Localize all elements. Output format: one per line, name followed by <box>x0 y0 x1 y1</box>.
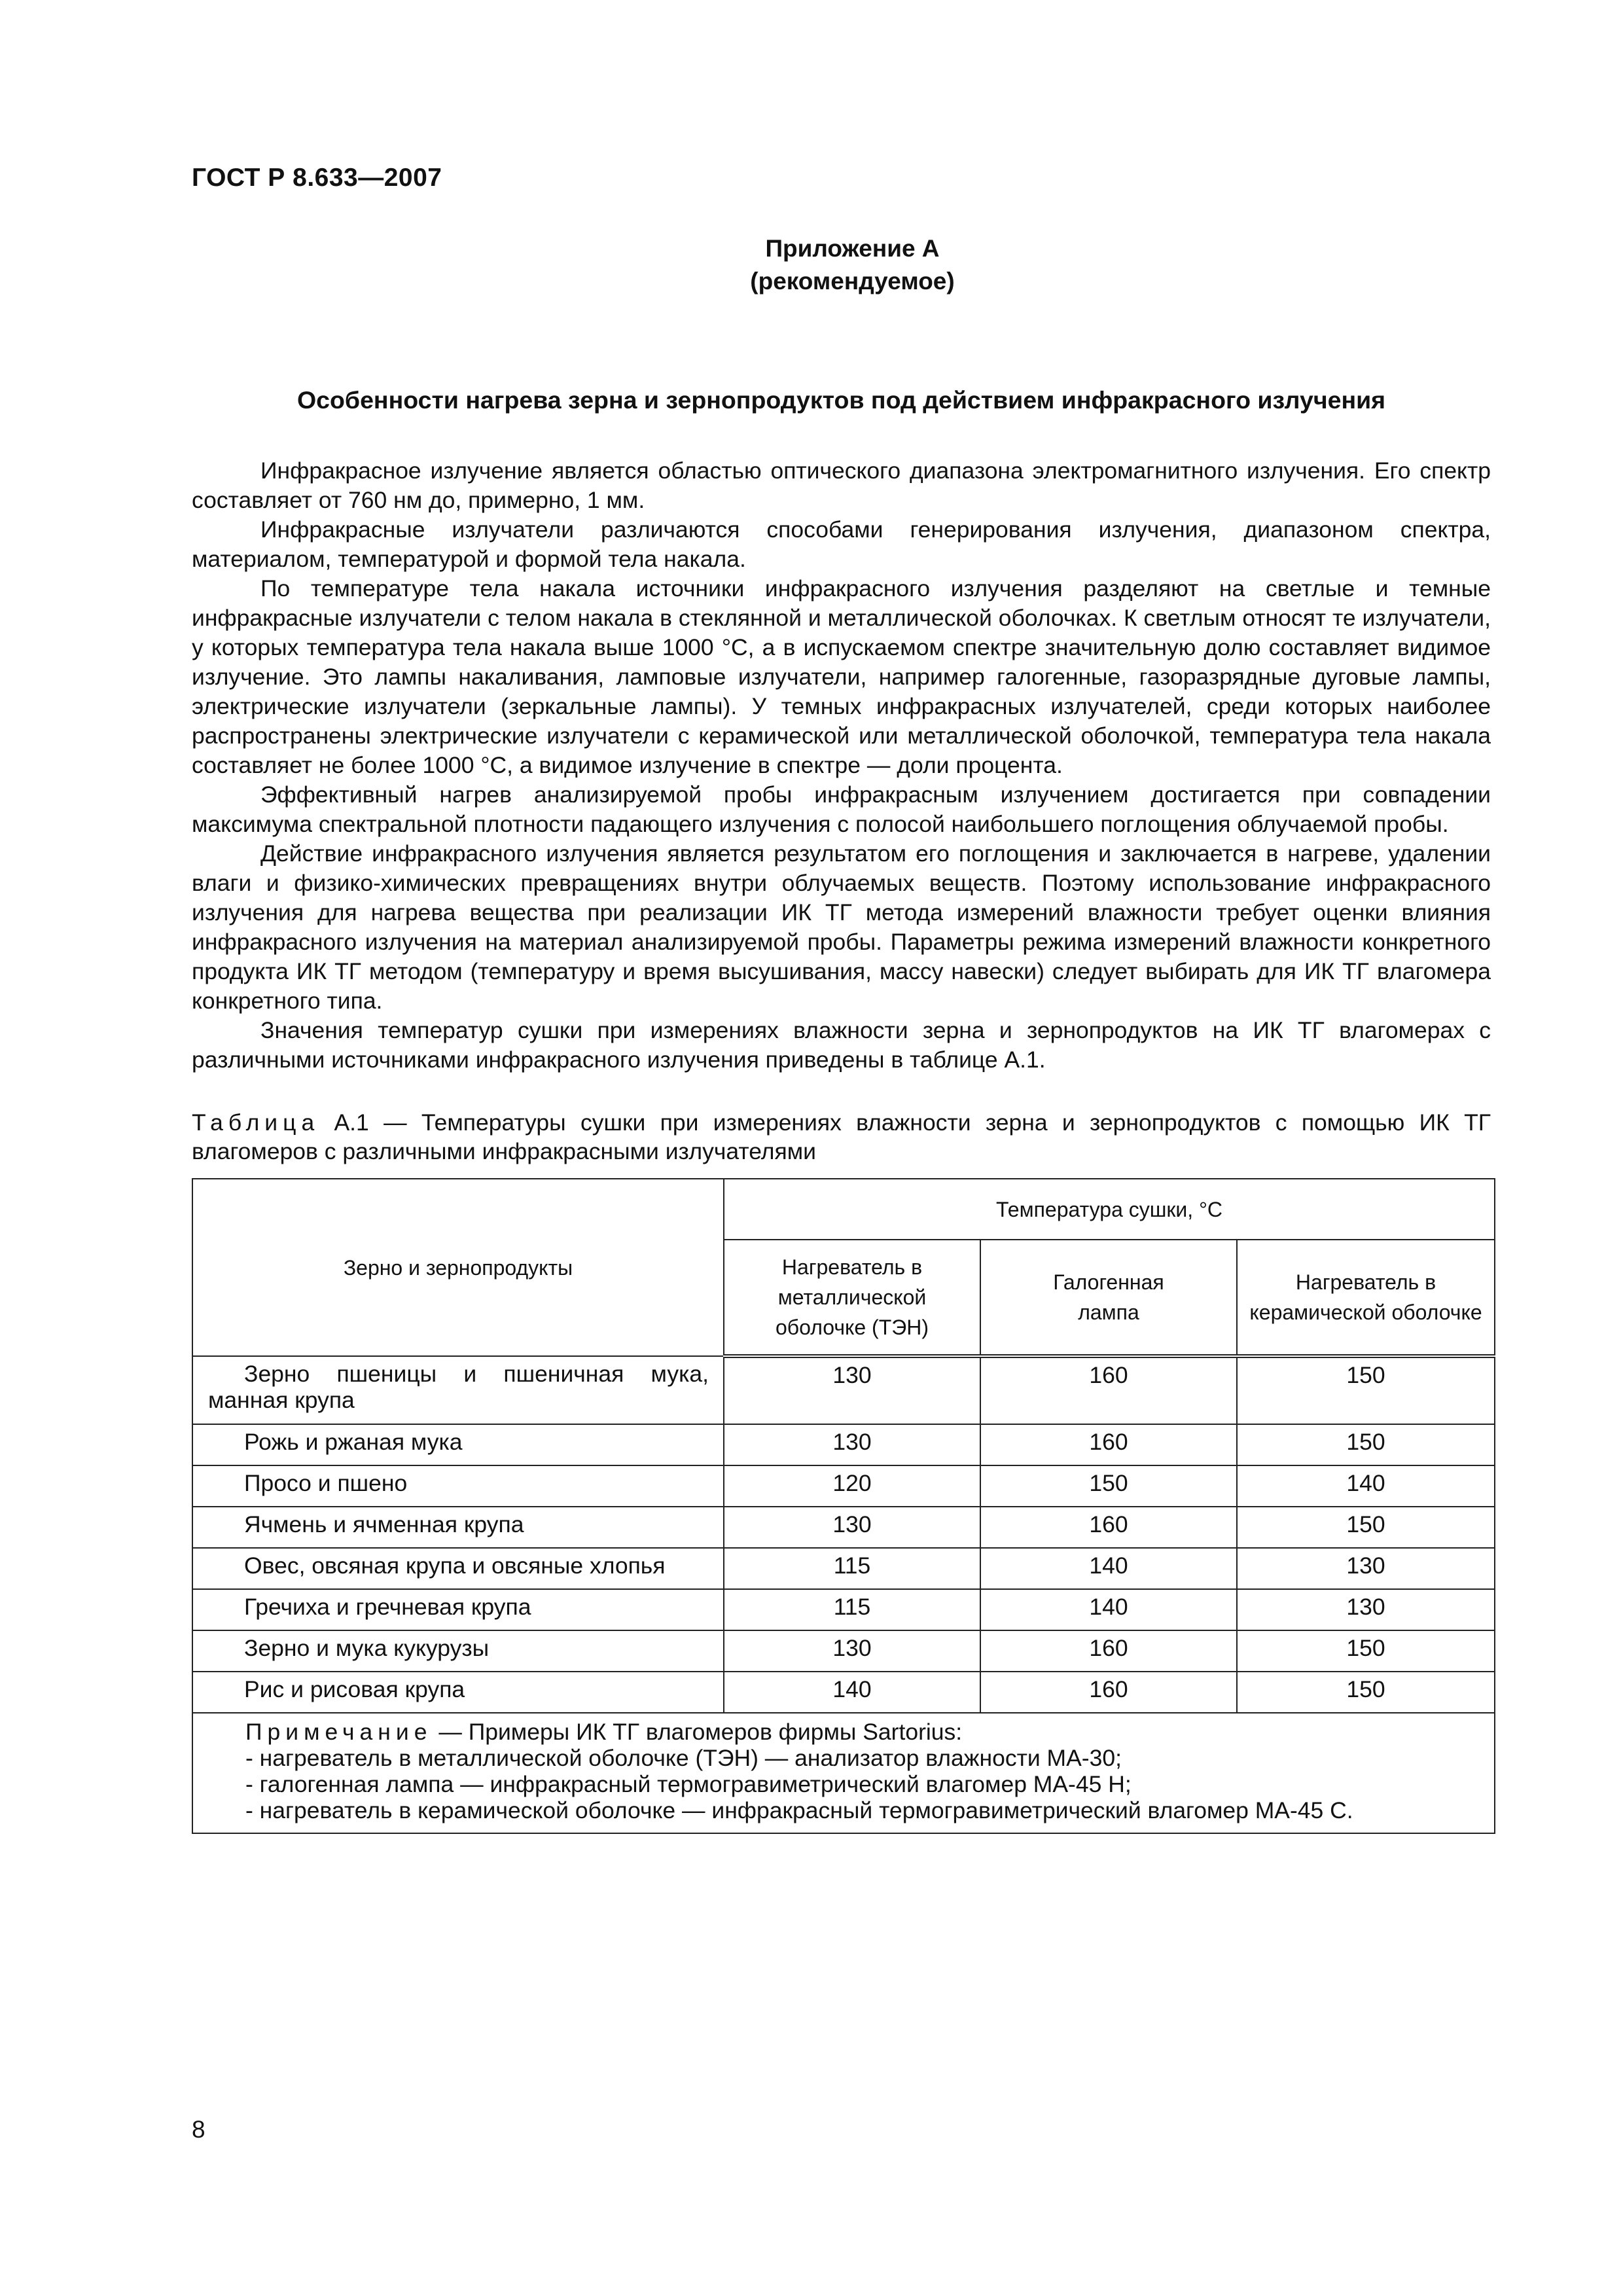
value-metal-heater: 130 <box>724 1507 980 1548</box>
table-row <box>192 1672 1495 1713</box>
table-row <box>192 1507 1495 1548</box>
value-halogen-lamp: 160 <box>980 1424 1237 1465</box>
page-number: 8 <box>192 2116 205 2143</box>
body-text <box>192 456 1491 1075</box>
table-row <box>192 1589 1495 1630</box>
note-item: - нагреватель в металлической оболочке (ТЭН) — анализатор влажности МА-30; <box>245 1745 1122 1771</box>
paragraph: Значения температур сушки при измерениях влажности зерна и зернопродуктов на ИК ТГ влагомерах с различными источниками инфракрасного излучения приведены в таблице А.1. <box>192 1017 1491 1073</box>
paragraph: Эффективный нагрев анализируемой пробы инфракрасным излучением достигается при совпадении максимума спектральной плотности падающего излучения с полосой наибольшего поглощения облучаемой пробы. <box>192 781 1491 837</box>
table-caption-text: — Температуры сушки при измерениях влажности зерна и зернопродуктов с помощью ИК ТГ влагомеров с различными инфракрасными излучателями <box>192 1109 1491 1164</box>
value-halogen-lamp: 160 <box>980 1356 1237 1424</box>
row-name-line: Зерно и мука кукурузы <box>244 1635 490 1661</box>
note-intro: — Примеры ИК ТГ влагомеров фирмы Sartorius: <box>438 1719 963 1745</box>
value-metal-heater: 130 <box>724 1630 980 1672</box>
document-header: ГОСТ Р 8.633—2007 <box>192 164 442 192</box>
table-caption-number: А.1 <box>334 1109 369 1136</box>
row-name <box>192 1507 724 1548</box>
value-ceramic-heater: 150 <box>1237 1424 1495 1465</box>
table-row <box>192 1548 1495 1589</box>
appendix-title: Приложение А <box>765 235 940 262</box>
table-row <box>192 1356 1495 1424</box>
table-row <box>192 1465 1495 1507</box>
value-metal-heater: 140 <box>724 1672 980 1713</box>
table-row <box>192 1630 1495 1672</box>
note-item: - галогенная лампа — инфракрасный термогравиметрический влагомер МА-45 Н; <box>245 1771 1132 1797</box>
paragraph: Инфракрасное излучение является областью оптического диапазона электромагнитного излучения. Его спектр составляет от 760 нм до, примерно, 1 мм. <box>192 457 1491 513</box>
value-halogen-lamp: 140 <box>980 1589 1237 1630</box>
appendix-subtitle: (рекомендуемое) <box>750 268 955 295</box>
value-ceramic-heater: 130 <box>1237 1548 1495 1589</box>
row-name-line: Просо и пшено <box>244 1470 408 1496</box>
paragraph: Действие инфракрасного излучения является результатом его поглощения и заключается в нагреве, удалении влаги и физико-химических превращениях внутри облучаемых веществ. Поэтому использование инфракрасного излучения для нагрева вещества при реализации ИК ТГ метода измерений влажности требует оценки влияния инфракрасного излучения на материал анализируемой пробы. Параметры режима измерений влажности конкретного продукта ИК ТГ методом (температуру и время высушивания, массу навески) следует выбирать для ИК ТГ влагомера конкретного типа. <box>192 840 1491 1014</box>
row-name-continuation: манная крупа <box>208 1387 355 1413</box>
section-title: Особенности нагрева зерна и зернопродуктов под действием инфракрасного излучения <box>296 386 1386 414</box>
row-name <box>192 1548 724 1589</box>
table-caption <box>192 1108 1491 1166</box>
value-metal-heater: 130 <box>724 1356 980 1424</box>
value-metal-heater: 120 <box>724 1465 980 1507</box>
paragraph: Инфракрасные излучатели различаются способами генерирования излучения, диапазоном спектра, материалом, температурой и формой тела накала. <box>192 516 1491 572</box>
row-name <box>192 1589 724 1630</box>
row-name-line: Гречиха и гречневая крупа <box>244 1594 531 1620</box>
drying-temperature-table <box>192 1178 1495 1834</box>
value-metal-heater: 115 <box>724 1548 980 1589</box>
header-product: Зерно и зернопродукты <box>192 1179 724 1356</box>
row-name-line: Ячмень и ячменная крупа <box>244 1511 524 1537</box>
table-note <box>192 1713 1495 1833</box>
header-col-halogen-lamp: Галогенная лампа <box>980 1240 1237 1356</box>
value-halogen-lamp: 140 <box>980 1548 1237 1589</box>
appendix-heading <box>0 232 1623 298</box>
row-name-line: Зерно пшеницы и пшеничная мука, <box>244 1361 709 1387</box>
row-name <box>192 1630 724 1672</box>
header-temperature-group: Температура сушки, °С <box>724 1179 1495 1240</box>
value-ceramic-heater: 150 <box>1237 1672 1495 1713</box>
row-name-line: Овес, овсяная крупа и овсяные хлопья <box>244 1552 666 1579</box>
note-label: Примечание <box>245 1719 433 1745</box>
value-ceramic-heater: 150 <box>1237 1630 1495 1672</box>
value-ceramic-heater: 150 <box>1237 1507 1495 1548</box>
note-heading <box>245 1719 1480 1745</box>
table-note-row <box>192 1713 1495 1833</box>
row-name <box>192 1356 724 1424</box>
paragraph: По температуре тела накала источники инфракрасного излучения разделяют на светлые и темные инфракрасные излучатели с телом накала в стеклянной и металлической оболочках. К светлым относят те излучатели, у которых температура тела накала выше 1000 °С, а в испускаемом спектре значительную долю составляет видимое излучение. Это лампы накаливания, ламповые излучатели, например галогенные, газоразрядные дуговые лампы, электрические излучатели (зеркальные лампы). У темных инфракрасных излучателей, среди которых наиболее распространены электрические излучатели с керамической или металлической оболочкой, температура тела накала составляет не более 1000 °С, а видимое излучение в спектре — доли процента. <box>192 575 1491 778</box>
value-halogen-lamp: 160 <box>980 1630 1237 1672</box>
row-name <box>192 1672 724 1713</box>
row-name-line: Рожь и ржаная мука <box>244 1429 463 1455</box>
value-ceramic-heater: 150 <box>1237 1356 1495 1424</box>
value-halogen-lamp: 160 <box>980 1507 1237 1548</box>
header-col-metal-heater: Нагреватель в металлической оболочке (ТЭН) <box>724 1240 980 1356</box>
row-name <box>192 1424 724 1465</box>
header-col-ceramic-heater: Нагреватель в керамической оболочке <box>1237 1240 1495 1356</box>
value-ceramic-heater: 130 <box>1237 1589 1495 1630</box>
value-metal-heater: 115 <box>724 1589 980 1630</box>
value-halogen-lamp: 160 <box>980 1672 1237 1713</box>
table-row <box>192 1424 1495 1465</box>
note-item: - нагреватель в керамической оболочке — инфракрасный термогравиметрический влагомер МА-45 С. <box>245 1797 1353 1823</box>
value-ceramic-heater: 140 <box>1237 1465 1495 1507</box>
value-metal-heater: 130 <box>724 1424 980 1465</box>
row-name-line: Рис и рисовая крупа <box>244 1676 465 1702</box>
row-name <box>192 1465 724 1507</box>
table-caption-label: Таблица <box>192 1109 320 1136</box>
value-halogen-lamp: 150 <box>980 1465 1237 1507</box>
